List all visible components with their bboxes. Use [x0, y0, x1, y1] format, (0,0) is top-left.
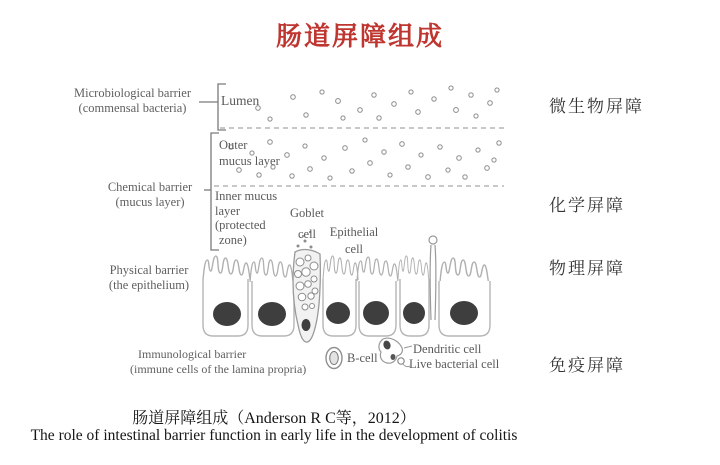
cell-nucleus: [213, 302, 241, 326]
label-immune-barrier-cn: 免疫屏障: [549, 356, 625, 375]
label-physical-barrier-cn: 物理屏障: [549, 259, 625, 278]
label-immunological-barrier: Immunological barrier (immune cells of the lamina propria): [130, 347, 307, 376]
label-goblet-cell: Goblet cell: [289, 206, 325, 241]
label-live-bacterial-cell: Live bacterial cell: [409, 357, 500, 371]
label-lumen: Lumen: [221, 93, 260, 108]
page-title: 肠道屏障组成: [275, 22, 444, 51]
label-inner-mucus-layer: Inner mucus layer (protected zone): [215, 189, 278, 247]
goblet-nucleus: [302, 319, 311, 331]
dendritic-cell-icon: [379, 338, 412, 363]
label-microbial-barrier-cn: 微生物屏障: [549, 97, 644, 116]
bacteria-dots-lumen: [256, 86, 499, 121]
cell-nucleus: [363, 301, 389, 325]
cell-nucleus: [326, 302, 350, 324]
label-epithelial-cell: Epithelial cell: [329, 225, 379, 256]
label-physical-barrier: Physical barrier (the epithelium): [108, 263, 190, 292]
figure-caption-cn: 肠道屏障组成（Anderson R C等，2012）: [132, 410, 416, 427]
label-chemical-barrier-cn: 化学屏障: [549, 196, 625, 215]
cell-nucleus: [403, 302, 425, 324]
cell-nucleus: [450, 301, 478, 325]
goblet-cell-icon: [293, 231, 320, 342]
label-dendritic-cell: Dendritic cell: [413, 342, 482, 356]
figure-caption-en: The role of intestinal barrier function in early life in the development of colitis: [30, 427, 518, 444]
cell-nucleus: [258, 302, 286, 326]
microvilli-brush-border: [203, 256, 488, 282]
label-chemical-barrier: Chemical barrier (mucus layer): [107, 180, 193, 209]
label-outer-mucus-layer: Outer mucus layer: [219, 138, 280, 168]
dendrite-protrusion: [429, 236, 437, 320]
label-b-cell: B-cell: [347, 351, 378, 365]
label-microbiological-barrier: Microbiological barrier (commensal bacteria): [74, 86, 191, 115]
